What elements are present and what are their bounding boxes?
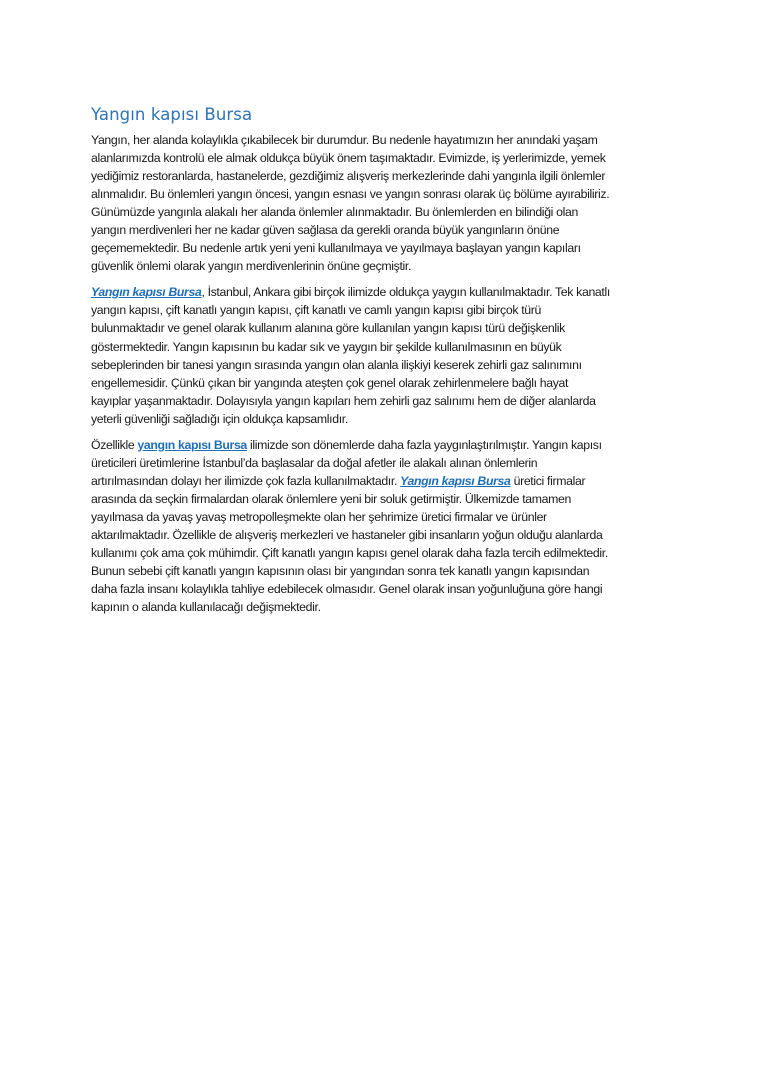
text-line: aktarılmaktadır. Özellikle de alışveriş merkezleri ve hastaneler gibi insanların yoğun olduğu alanlarda [91, 527, 603, 542]
text-line [91, 472, 683, 490]
paragraph-types [91, 283, 683, 427]
text-line: sebeplerinden bir tanesi yangın sırasında yangın olan alanla ilişkiyi keserek zehirli gaz salınımını [91, 357, 582, 372]
text-line: göstermektedir. Yangın kapısının bu kadar sık ve yaygın bir şekilde kullanılmasının en büyük [91, 339, 562, 354]
text-segment: ilimizde son dönemlerde daha fazla yaygınlaştırılmıştır. Yangın kapısı [246, 437, 602, 452]
text-line: güvenlik önlemi olarak yangın merdivenlerinin önüne geçmiştir. [91, 259, 412, 274]
text-segment: artırılmasından dolayı her ilimizde çok fazla kullanılmaktadır. [91, 473, 401, 488]
text-line: bulunmaktadır ve genel olarak kullanım alanına göre kullanılan yangın kapısı türü değişkenlik [91, 321, 565, 336]
document-body [91, 104, 683, 624]
document-title: Yangın kapısı Bursa [91, 105, 253, 124]
text-line: alınmalıdır. Bu önlemleri yangın öncesi, yangın esnası ve yangın sonrası olarak üç bölüme ayırabiliriz. [91, 187, 610, 202]
text-line: engellemesidir. Çünkü çıkan bir yangında ateşten çok genel olarak zehirlenmelere bağlı hayat [91, 375, 569, 390]
paragraph-intro [91, 131, 683, 275]
text-line: yangın kapısı, çift kanatlı yangın kapısı, çift kanatlı ve camlı yangın kapısı gibi birçok türü [91, 303, 541, 318]
text-line: üreticileri üretimlerine İstanbul’da başlasalar da doğal afetler ile alakalı alınan önlemlerin [91, 455, 538, 470]
text-line: daha fazla insanı kolaylıkla tahliye edebilecek olmasıdır. Genel olarak insan yoğunluğuna göre hangi [91, 582, 603, 597]
text-line: yeterli güvenliği sağladığı için oldukça kapsamlıdır. [91, 411, 348, 426]
yangin-kapisi-bursa-link[interactable]: Yangın kapısı Bursa [400, 473, 511, 488]
text-line [91, 283, 683, 301]
paragraph-usage [91, 436, 683, 616]
text-line: geçememektedir. Bu nedenle artık yeni yeni kullanılmaya ve yayılmaya başlayan yangın kapıları [91, 241, 581, 256]
yangin-kapisi-bursa-link[interactable]: Yangın kapısı Bursa [91, 285, 202, 300]
text-line: Yangın, her alanda kolaylıkla çıkabilecek bir durumdur. Bu nedenle hayatımızın her anındaki yaşam [91, 133, 598, 147]
text-segment: üretici firmalar [510, 473, 586, 488]
text-line: yayılmasa da yavaş yavaş metropolleşmekte olan her şehrimize üretici firmalar ve ürünler [91, 509, 547, 524]
text-segment: Özellikle [91, 437, 138, 452]
text-line: arasında da seçkin firmalardan olarak önlemlere yeni bir soluk getirmiştir. Ülkemizde tamamen [91, 491, 572, 506]
text-line: Bunun sebebi çift kanatlı yangın kapısının olası bir yangından sonra tek kanatlı yangın kapısından [91, 564, 590, 579]
text-line: Günümüzde yangınla alakalı her alanda önlemler alınmaktadır. Bu önlemlerden en bilindiği olan [91, 205, 578, 220]
text-line: kullanımı çok ama çok mühimdir. Çift kanatlı yangın kapısı genel olarak daha fazla tercih edilmektedir. [91, 546, 608, 561]
text-line: yediğimiz restoranlarda, hastanelerde, gezdiğimiz alışveriş merkezlerinde dahi yangınla ilgili önlemler [91, 169, 606, 184]
text-line: kapının o alanda kullanılacağı değişmektedir. [91, 600, 321, 615]
text-line: kayıplar yaşanmaktadır. Dolayısıyla yangın kapıları hem zehirli gaz salınımı hem de diğer alanlarda [91, 393, 596, 408]
yangin-kapisi-bursa-link[interactable]: yangın kapısı Bursa [137, 437, 247, 452]
text-segment: , İstanbul, Ankara gibi birçok ilimizde oldukça yaygın kullanılmaktadır. Tek kanatlı [201, 285, 610, 300]
text-line: yangın merdivenleri her ne kadar güven sağlasa da gerekli oranda büyük yangınların önüne [91, 223, 560, 238]
text-line [91, 436, 683, 454]
text-line: alanlarımızda kontrolü ele almak oldukça büyük önem taşımaktadır. Evimizde, iş yerlerimizde, yemek [91, 151, 606, 166]
